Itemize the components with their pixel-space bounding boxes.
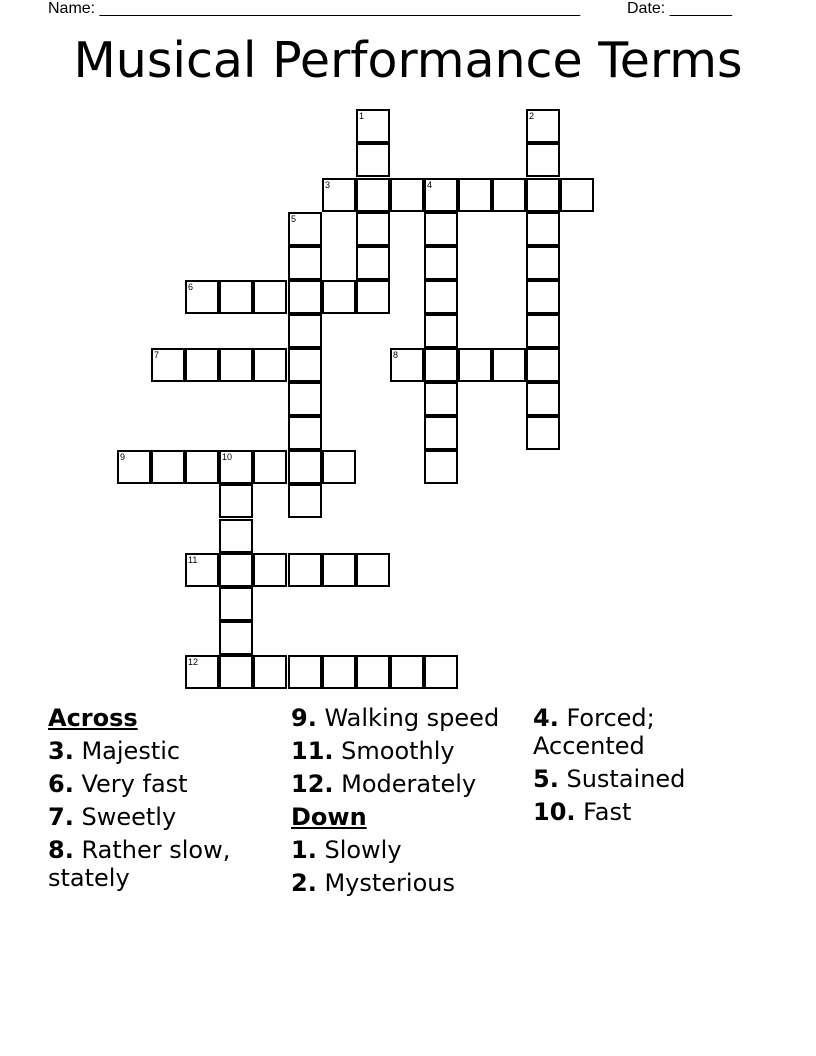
crossword-cell[interactable] <box>458 348 492 382</box>
crossword-cell[interactable] <box>526 314 560 348</box>
clue-down-10: 10. Fast <box>533 798 632 826</box>
clue-down-1: 1. Slowly <box>291 836 402 864</box>
page-title: Musical Performance Terms <box>73 32 743 89</box>
cell-number: 4 <box>427 180 433 190</box>
crossword-cell[interactable] <box>288 246 322 280</box>
crossword-cell[interactable] <box>356 280 390 314</box>
crossword-cell[interactable] <box>151 348 185 382</box>
clues-column-3 <box>533 704 763 831</box>
crossword-cell[interactable] <box>219 348 253 382</box>
crossword-cell[interactable] <box>253 280 287 314</box>
clue-across-8: 8. Rather slow, stately <box>48 836 231 892</box>
crossword-cell[interactable] <box>526 143 560 177</box>
clue-across-7: 7. Sweetly <box>48 803 177 831</box>
crossword-cell[interactable] <box>424 655 458 689</box>
cell-number: 12 <box>188 657 199 667</box>
crossword-cell[interactable] <box>253 348 287 382</box>
crossword-cell[interactable] <box>185 280 219 314</box>
cell-number: 1 <box>359 111 365 121</box>
crossword-cell[interactable] <box>526 348 560 382</box>
crossword-cell[interactable] <box>526 382 560 416</box>
crossword-cell[interactable] <box>356 212 390 246</box>
cell-number: 7 <box>154 350 160 360</box>
crossword-cell[interactable] <box>356 655 390 689</box>
crossword-cell[interactable] <box>219 621 253 655</box>
clue-down-2: 2. Mysterious <box>291 869 455 897</box>
crossword-cell[interactable] <box>288 280 322 314</box>
clue-across-6: 6. Very fast <box>48 770 188 798</box>
cell-number: 10 <box>222 452 233 462</box>
crossword-cell[interactable] <box>526 416 560 450</box>
crossword-cell[interactable] <box>424 280 458 314</box>
crossword-cell[interactable] <box>356 109 390 143</box>
crossword-cell[interactable] <box>288 416 322 450</box>
crossword-cell[interactable] <box>219 587 253 621</box>
clue-down-5: 5. Sustained <box>533 765 686 793</box>
clue-down-4: 4. Forced; Accented <box>533 704 655 760</box>
crossword-cell[interactable] <box>322 280 356 314</box>
clue-across-3: 3. Majestic <box>48 737 181 765</box>
crossword-cell[interactable] <box>219 450 253 484</box>
crossword-cell[interactable] <box>458 178 492 212</box>
cell-number: 2 <box>529 111 535 121</box>
crossword-cell[interactable] <box>356 553 390 587</box>
clues-column-2 <box>291 704 521 902</box>
crossword-cell[interactable] <box>424 246 458 280</box>
clue-across-9: 9. Walking speed <box>291 704 500 732</box>
crossword-cell[interactable] <box>219 280 253 314</box>
clue-across-11: 11. Smoothly <box>291 737 455 765</box>
crossword-cell[interactable] <box>492 178 526 212</box>
crossword-cell[interactable] <box>219 519 253 553</box>
cell-number: 9 <box>120 452 126 462</box>
date-field[interactable]: Date: _______ <box>627 0 732 17</box>
crossword-cell[interactable] <box>356 178 390 212</box>
crossword-cell[interactable] <box>219 553 253 587</box>
crossword-cell[interactable] <box>322 553 356 587</box>
crossword-cell[interactable] <box>322 178 356 212</box>
crossword-cell[interactable] <box>322 450 356 484</box>
crossword-cell[interactable] <box>424 416 458 450</box>
down-heading: Down <box>291 803 367 831</box>
crossword-cell[interactable] <box>424 314 458 348</box>
crossword-cell[interactable] <box>185 450 219 484</box>
crossword-cell[interactable] <box>288 655 322 689</box>
crossword-cell[interactable] <box>424 348 458 382</box>
crossword-cell[interactable] <box>288 382 322 416</box>
crossword-cell[interactable] <box>253 450 287 484</box>
clue-across-12: 12. Moderately <box>291 770 477 798</box>
crossword-cell[interactable] <box>526 109 560 143</box>
crossword-cell[interactable] <box>424 382 458 416</box>
crossword-cell[interactable] <box>356 246 390 280</box>
name-field[interactable]: Name: ______________________________________________________ <box>48 0 581 17</box>
crossword-cell[interactable] <box>390 655 424 689</box>
crossword-cell[interactable] <box>356 143 390 177</box>
crossword-cell[interactable] <box>560 178 594 212</box>
cell-number: 11 <box>188 555 198 565</box>
crossword-cell[interactable] <box>288 484 322 518</box>
crossword-cell[interactable] <box>253 553 287 587</box>
cell-number: 3 <box>325 180 331 190</box>
crossword-cell[interactable] <box>492 348 526 382</box>
crossword-cell[interactable] <box>424 212 458 246</box>
cell-number: 5 <box>291 214 297 224</box>
crossword-cell[interactable] <box>151 450 185 484</box>
crossword-cell[interactable] <box>526 212 560 246</box>
crossword-cell[interactable] <box>526 246 560 280</box>
crossword-cell[interactable] <box>185 348 219 382</box>
across-heading: Across <box>48 704 138 732</box>
crossword-cell[interactable] <box>390 178 424 212</box>
crossword-cell[interactable] <box>424 450 458 484</box>
crossword-cell[interactable] <box>185 553 219 587</box>
crossword-cell[interactable] <box>117 450 151 484</box>
crossword-cell[interactable] <box>288 553 322 587</box>
crossword-cell[interactable] <box>526 280 560 314</box>
clues-column-1 <box>48 704 278 897</box>
crossword-cell[interactable] <box>185 655 219 689</box>
crossword-cell[interactable] <box>288 450 322 484</box>
cell-number: 8 <box>393 350 399 360</box>
crossword-cell[interactable] <box>253 655 287 689</box>
crossword-cell[interactable] <box>288 212 322 246</box>
crossword-cell[interactable] <box>390 348 424 382</box>
crossword-cell[interactable] <box>219 484 253 518</box>
crossword-cell[interactable] <box>526 178 560 212</box>
crossword-cell[interactable] <box>424 178 458 212</box>
cell-number: 6 <box>188 282 194 292</box>
crossword-cell[interactable] <box>219 655 253 689</box>
crossword-cell[interactable] <box>322 655 356 689</box>
crossword-cell[interactable] <box>288 314 322 348</box>
crossword-cell[interactable] <box>288 348 322 382</box>
